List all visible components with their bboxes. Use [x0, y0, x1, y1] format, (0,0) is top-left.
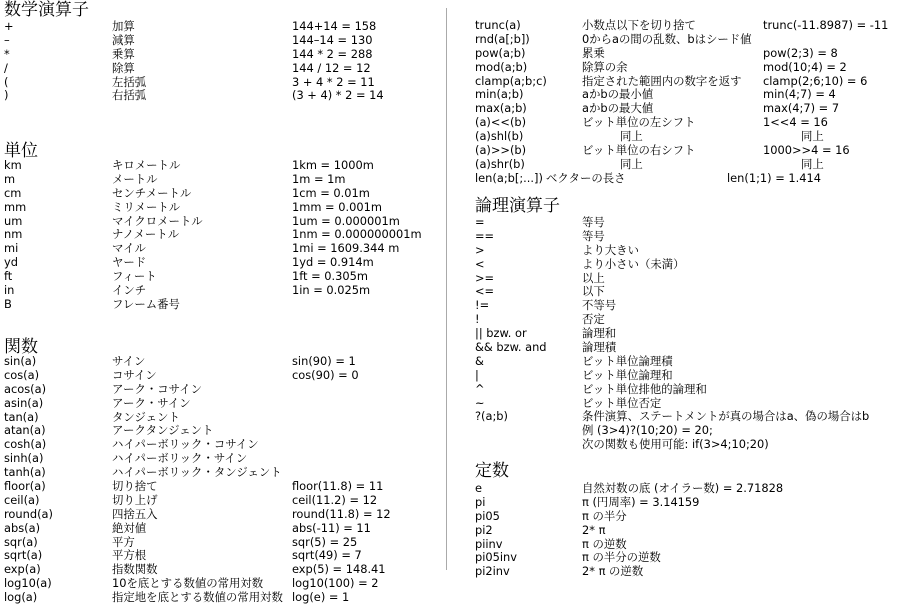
description: π (円周率) = 3.14159: [582, 494, 700, 509]
description: アーク・サイン: [112, 395, 191, 410]
symbol: rnd(a[;b]): [475, 31, 530, 46]
description: π の半分: [582, 508, 627, 523]
table-row: [475, 538, 900, 552]
table-row: [475, 524, 900, 538]
table-row: [4, 383, 440, 397]
symbol: B: [4, 296, 12, 311]
table-row: [475, 510, 900, 524]
description: インチ: [112, 283, 147, 298]
description: aかbの最大値: [582, 101, 654, 116]
example: 144 / 12 = 12: [292, 60, 371, 75]
symbol: cm: [4, 185, 22, 200]
symbol: nm: [4, 227, 23, 242]
table-row: [4, 536, 440, 550]
description: 条件演算、ステートメントが真の場合はa、偽の場合はb: [582, 409, 870, 424]
table-row: [475, 341, 900, 355]
table-row: [475, 565, 900, 579]
description: 同上: [620, 156, 643, 171]
description: サイン: [112, 354, 146, 368]
symbol: *: [4, 46, 10, 61]
description: 同上: [620, 129, 643, 144]
example: 1m = 1m: [292, 171, 346, 186]
description: より大きい: [582, 242, 639, 257]
symbol: ceil(a): [4, 492, 40, 507]
symbol: cos(a): [4, 367, 40, 382]
description: ハイパーボリック・コサイン: [112, 437, 259, 452]
example: 1mi = 1609.344 m: [292, 241, 400, 256]
example: 1cm = 0.01m: [292, 185, 370, 200]
symbol: (a)<<(b): [475, 115, 527, 130]
description: アークタンジェント: [112, 423, 214, 438]
description: タンジェント: [112, 409, 180, 424]
table-row: [4, 76, 440, 90]
description: 以下: [582, 284, 605, 299]
example: 144 * 2 = 288: [292, 46, 373, 61]
example: 144–14 = 130: [292, 32, 373, 47]
symbol: !: [475, 312, 480, 327]
column-divider: [446, 8, 447, 570]
table-row: [4, 577, 440, 591]
symbol: in: [4, 283, 15, 298]
symbol: mi: [4, 241, 19, 256]
example: exp(5) = 148.41: [292, 562, 386, 577]
example: sqrt(49) = 7: [292, 548, 362, 563]
symbol: um: [4, 213, 23, 228]
description: 累乗: [582, 45, 605, 60]
description: ヤード: [112, 255, 147, 270]
description: アーク・コサイン: [112, 381, 202, 396]
symbol: atan(a): [4, 423, 46, 438]
table-row: [4, 187, 440, 201]
description: メートル: [112, 171, 158, 186]
example: 1km = 1000m: [292, 158, 374, 172]
table-row: [4, 397, 440, 411]
description: キロメートル: [112, 158, 181, 172]
description: 等号: [582, 228, 605, 243]
symbol: |: [475, 367, 479, 382]
symbol: /: [4, 60, 8, 75]
description: 指数関数: [112, 562, 158, 577]
table-row: [475, 61, 900, 75]
functions-continued-list: [475, 19, 900, 172]
example: min(4;7) = 4: [763, 87, 836, 102]
example: (3 + 4) * 2 = 14: [292, 88, 384, 103]
table-row: [475, 230, 900, 244]
table-row: [4, 34, 440, 48]
symbol: ft: [4, 269, 13, 284]
description: 自然対数の底 (オイラー数) = 2.71828: [582, 481, 784, 495]
table-row: [4, 173, 440, 187]
symbol: m: [4, 171, 16, 186]
logic-operators-heading: 論理演算子: [475, 196, 560, 216]
description: ミリメートル: [112, 199, 181, 214]
symbol: pi2: [475, 522, 493, 537]
functions-list: [4, 355, 440, 605]
table-row: [4, 228, 440, 242]
description: ビット単位の右シフト: [582, 143, 696, 158]
table-row: [475, 313, 900, 327]
symbol: floor(a): [4, 479, 46, 494]
table-row: [475, 299, 900, 313]
table-row: [475, 369, 900, 383]
units-list: [4, 159, 440, 312]
description: 除算の余: [582, 59, 628, 74]
table-row: [4, 466, 440, 480]
description: 絶対値: [112, 520, 147, 535]
example: 1ft = 0.305m: [292, 269, 369, 284]
description: マイル: [112, 241, 146, 256]
table-row: [475, 327, 900, 341]
table-row: [4, 201, 440, 215]
symbol: >: [475, 242, 485, 257]
description: ハイパーボリック・タンジェント: [112, 465, 282, 480]
table-row: [475, 216, 900, 230]
example: log(e) = 1: [292, 590, 350, 605]
symbol: <: [475, 256, 485, 271]
example: cos(90) = 0: [292, 367, 359, 382]
example: ceil(11.2) = 12: [292, 492, 378, 507]
example: 144+14 = 158: [292, 19, 377, 33]
table-row: [475, 397, 900, 411]
example: trunc(-11.8987) = -11: [763, 18, 889, 32]
symbol: +: [4, 19, 14, 33]
table-row: [475, 130, 900, 144]
table-row: [475, 19, 900, 33]
units-heading: 単位: [4, 141, 38, 161]
description: 等号: [582, 215, 605, 229]
symbol: km: [4, 158, 22, 172]
symbol: (: [4, 74, 9, 89]
description: 四捨五入: [112, 506, 158, 521]
description: 論理和: [582, 326, 617, 341]
symbol: log10(a): [4, 576, 52, 591]
description: ビット単位否定: [582, 395, 662, 410]
symbol: mod(a;b): [475, 59, 528, 74]
example: mod(10;4) = 2: [763, 59, 847, 74]
table-row: [4, 242, 440, 256]
table-row: [4, 256, 440, 270]
symbol: pi: [475, 494, 486, 509]
symbol: || bzw. or: [475, 326, 527, 341]
description: 指定された範囲内の数字を返す: [582, 73, 742, 88]
description: 否定: [582, 312, 605, 327]
description: π の半分の逆数: [582, 550, 661, 565]
table-row: [475, 285, 900, 299]
symbol: (a)shl(b): [475, 129, 524, 144]
example: 同上: [801, 156, 824, 171]
table-row: [475, 102, 900, 116]
len-row-wrap: [475, 172, 900, 186]
example: 1<<4 = 16: [763, 115, 828, 130]
symbol: =: [475, 215, 485, 229]
example: floor(11.8) = 11: [292, 479, 384, 494]
table-row: [475, 383, 900, 397]
description: ビット単位の左シフト: [582, 115, 696, 130]
description: 加算: [112, 19, 135, 33]
table-row: [4, 424, 440, 438]
description: センチメートル: [112, 185, 192, 200]
symbol: pow(a;b): [475, 45, 526, 60]
description: ナノメートル: [112, 227, 180, 242]
table-row: [475, 551, 900, 565]
description: 0からaの間の乱数、bはシード値: [582, 31, 752, 46]
example: 1000>>4 = 16: [763, 143, 850, 158]
symbol: round(a): [4, 506, 53, 521]
symbol: piinv: [475, 536, 503, 551]
symbol: (a)shr(b): [475, 156, 525, 171]
logic-operators-list: [475, 216, 900, 424]
table-row: [475, 75, 900, 89]
text-line: [475, 424, 900, 438]
table-row: [475, 496, 900, 510]
description: π の逆数: [582, 536, 627, 551]
symbol: mm: [4, 199, 27, 214]
description: マイクロメートル: [112, 213, 203, 228]
example: abs(-11) = 11: [292, 520, 371, 535]
table-row: [475, 172, 900, 186]
symbol: exp(a): [4, 562, 41, 577]
description: コサイン: [112, 367, 157, 382]
description: 切り捨て: [112, 479, 158, 494]
symbol: pi05: [475, 508, 500, 523]
example: 3 + 4 * 2 = 11: [292, 74, 375, 89]
example: 同上: [801, 129, 824, 144]
description: 小数点以下を切り捨て: [582, 18, 696, 32]
example: 1in = 0.025m: [292, 283, 371, 298]
table-row: [4, 355, 440, 369]
table-row: [475, 47, 900, 61]
table-row: [4, 452, 440, 466]
description: 切り上げ: [112, 492, 158, 507]
example: 1yd = 0.914m: [292, 255, 374, 270]
description: 以上: [582, 270, 605, 285]
function-description: ベクターの長さ: [546, 171, 626, 185]
description: より小さい（未満）: [582, 256, 685, 271]
table-row: [4, 89, 440, 103]
symbol: ^: [475, 381, 485, 396]
math-operators-heading: 数学演算子: [4, 0, 89, 20]
symbol: sinh(a): [4, 451, 44, 466]
table-row: [475, 482, 900, 496]
table-row: [4, 494, 440, 508]
description: 右括弧: [112, 88, 147, 103]
description: 論理積: [582, 340, 617, 355]
table-row: [4, 522, 440, 536]
table-row: [4, 480, 440, 494]
table-row: [475, 158, 900, 172]
example: max(4;7) = 7: [763, 101, 840, 116]
symbol: –: [4, 32, 10, 47]
example: round(11.8) = 12: [292, 506, 391, 521]
description: 減算: [112, 32, 135, 47]
description: 不等号: [582, 298, 617, 313]
symbol: sin(a): [4, 354, 37, 368]
table-row: [475, 244, 900, 258]
table-row: [4, 438, 440, 452]
symbol: >=: [475, 270, 495, 285]
description: ハイパーボリック・サイン: [112, 451, 248, 466]
symbol: ?(a;b): [475, 409, 508, 424]
table-row: [475, 144, 900, 158]
symbol: && bzw. and: [475, 340, 547, 355]
table-row: [4, 159, 440, 173]
table-row: [4, 549, 440, 563]
symbol: max(a;b): [475, 101, 527, 116]
description: 10を底とする数値の常用対数: [112, 576, 264, 591]
symbol: cosh(a): [4, 437, 47, 452]
description: フレーム番号: [112, 296, 180, 311]
description: 平方: [112, 534, 135, 549]
symbol: e: [475, 481, 483, 495]
table-row: [4, 411, 440, 425]
symbol: &: [475, 353, 484, 368]
example: sqr(5) = 25: [292, 534, 358, 549]
example: log10(100) = 2: [292, 576, 379, 591]
logic-extra-lines: [475, 424, 900, 452]
symbol: min(a;b): [475, 87, 524, 102]
functions-heading: 関数: [4, 337, 38, 357]
symbol: sqr(a): [4, 534, 38, 549]
symbol: <=: [475, 284, 495, 299]
constants-list: [475, 482, 900, 579]
description: ビット単位論理積: [582, 353, 673, 368]
table-row: [4, 62, 440, 76]
symbol: ): [4, 88, 9, 103]
symbol: !=: [475, 298, 490, 313]
example: 1um = 0.000001m: [292, 213, 400, 228]
table-row: [475, 33, 900, 47]
table-row: [4, 20, 440, 34]
table-row: [4, 270, 440, 284]
text-line: [475, 438, 900, 452]
description: フィート: [112, 269, 157, 284]
symbol: tanh(a): [4, 465, 46, 480]
description: 除算: [112, 60, 135, 75]
symbol: sqrt(a): [4, 548, 43, 563]
description: 乗算: [112, 46, 135, 61]
function-example: len(1;1) = 1.414: [727, 171, 822, 185]
symbol: tan(a): [4, 409, 39, 424]
example-line: 例 (3>4)?(10;20) = 20;: [582, 423, 713, 437]
symbol: pi2inv: [475, 564, 510, 579]
symbol: (a)>>(b): [475, 143, 527, 158]
function-name: len(a;b[;...]): [475, 171, 543, 185]
constants-heading: 定数: [475, 461, 509, 481]
table-row: [4, 48, 440, 62]
table-row: [475, 272, 900, 286]
description: aかbの最小値: [582, 87, 654, 102]
table-row: [475, 116, 900, 130]
symbol: pi05inv: [475, 550, 518, 565]
table-row: [4, 508, 440, 522]
table-row: [4, 298, 440, 312]
example: clamp(2;6;10) = 6: [763, 73, 868, 88]
table-row: [475, 355, 900, 369]
symbol: log(a): [4, 590, 38, 605]
symbol: ~: [475, 395, 485, 410]
symbol: acos(a): [4, 381, 47, 396]
description: ビット単位排他的論理和: [582, 381, 707, 396]
note-line: 次の関数も使用可能: if(3>4;10;20): [582, 436, 769, 451]
description: 左括弧: [112, 74, 147, 89]
description: ビット単位論理和: [582, 367, 673, 382]
table-row: [4, 563, 440, 577]
symbol: abs(a): [4, 520, 41, 535]
math-operators-list: [4, 20, 440, 103]
symbol: ==: [475, 228, 495, 243]
table-row: [475, 258, 900, 272]
symbol: clamp(a;b;c): [475, 73, 547, 88]
table-row: [4, 369, 440, 383]
description: 平方根: [112, 548, 147, 563]
description: 2* π の逆数: [582, 564, 644, 579]
example: sin(90) = 1: [292, 354, 356, 368]
example: pow(2;3) = 8: [763, 45, 838, 60]
symbol: trunc(a): [475, 18, 521, 32]
description: 2* π: [582, 522, 606, 537]
example: 1nm = 0.000000001m: [292, 227, 422, 242]
symbol: yd: [4, 255, 18, 270]
table-row: [4, 591, 440, 605]
example: 1mm = 0.001m: [292, 199, 382, 214]
table-row: [4, 215, 440, 229]
symbol: asin(a): [4, 395, 44, 410]
table-row: [4, 284, 440, 298]
table-row: [475, 88, 900, 102]
description: 指定地を底とする数値の常用対数: [112, 590, 283, 605]
